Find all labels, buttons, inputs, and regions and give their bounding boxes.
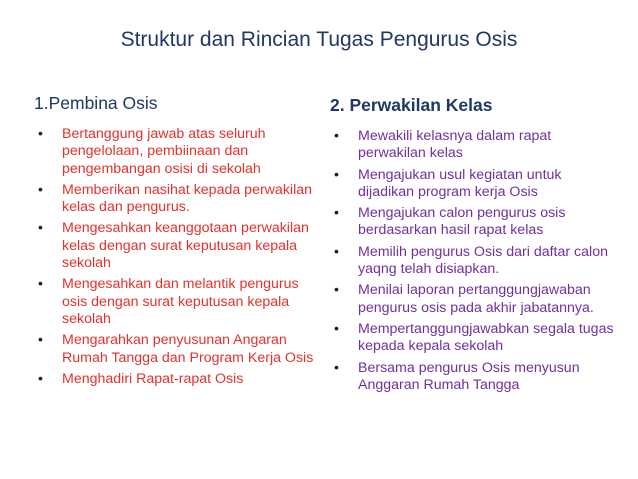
perwakilan-kelas-list <box>330 128 620 394</box>
list-item: • Memilih pengurus Osis dari daftar calon yaqng telah disiapkan. <box>334 243 608 278</box>
bullet-icon: • <box>334 282 339 299</box>
list-item: • Memberikan nasihat kepada perwakilan kelas dan pengurus. <box>38 181 312 216</box>
list-item: • Mewakili kelasnya dalam rapat perwakilan kelas <box>334 128 552 162</box>
list-item: • Mengajukan usul kegiatan untuk dijadikan program kerja Osis <box>334 166 562 200</box>
list-item: • Menilai laporan pertanggungjawaban pengurus osis pada akhir jabatannya. <box>334 282 594 316</box>
list-item: • Mengesahkan keanggotaan perwakilan kelas dengan surat keputusan kepala sekolah <box>38 220 309 272</box>
bullet-icon: • <box>38 276 43 293</box>
bullet-icon: • <box>334 243 339 260</box>
list-item: • Bersama pengurus Osis menyusun Anggaran Rumah Tangga <box>334 359 580 393</box>
bullet-icon: • <box>38 126 43 142</box>
list-item: • Mengajukan calon pengurus osis berdasarkan hasil rapat kelas <box>334 205 566 239</box>
bullet-icon: • <box>38 332 43 349</box>
perwakilan-kelas-heading: 2. Perwakilan Kelas <box>330 95 493 115</box>
list-item: • Menghadiri Rapat-rapat Osis <box>38 370 244 387</box>
list-item: • Mengesahkan dan melantik pengurus osis dengan surat keputusan kepala sekolah <box>38 276 299 327</box>
pembina-osis-heading: 1.Pembina Osis <box>34 93 158 113</box>
bullet-icon: • <box>38 370 43 387</box>
bullet-icon: • <box>334 320 339 337</box>
list-item: • Mengarahkan penyusunan Angaran Rumah Tangga dan Program Kerja Osis <box>38 332 314 366</box>
bullet-icon: • <box>38 220 43 237</box>
perwakilan-kelas-column <box>330 92 620 398</box>
bullet-icon: • <box>334 205 339 222</box>
pembina-osis-column <box>34 92 326 392</box>
bullet-icon: • <box>38 181 43 198</box>
list-item: • Mempertanggungjawabkan segala tugas kepada kepala sekolah <box>334 320 614 355</box>
pembina-osis-list <box>34 126 326 388</box>
list-item: • Bertanggung jawab atas seluruh pengelolaan, pembiinaan dan pengembangan osisi di sekolah <box>38 126 266 177</box>
slide-title: Struktur dan Rincian Tugas Pengurus Osis <box>120 28 518 51</box>
bullet-icon: • <box>334 359 339 376</box>
bullet-icon: • <box>334 166 339 183</box>
bullet-icon: • <box>334 128 339 144</box>
